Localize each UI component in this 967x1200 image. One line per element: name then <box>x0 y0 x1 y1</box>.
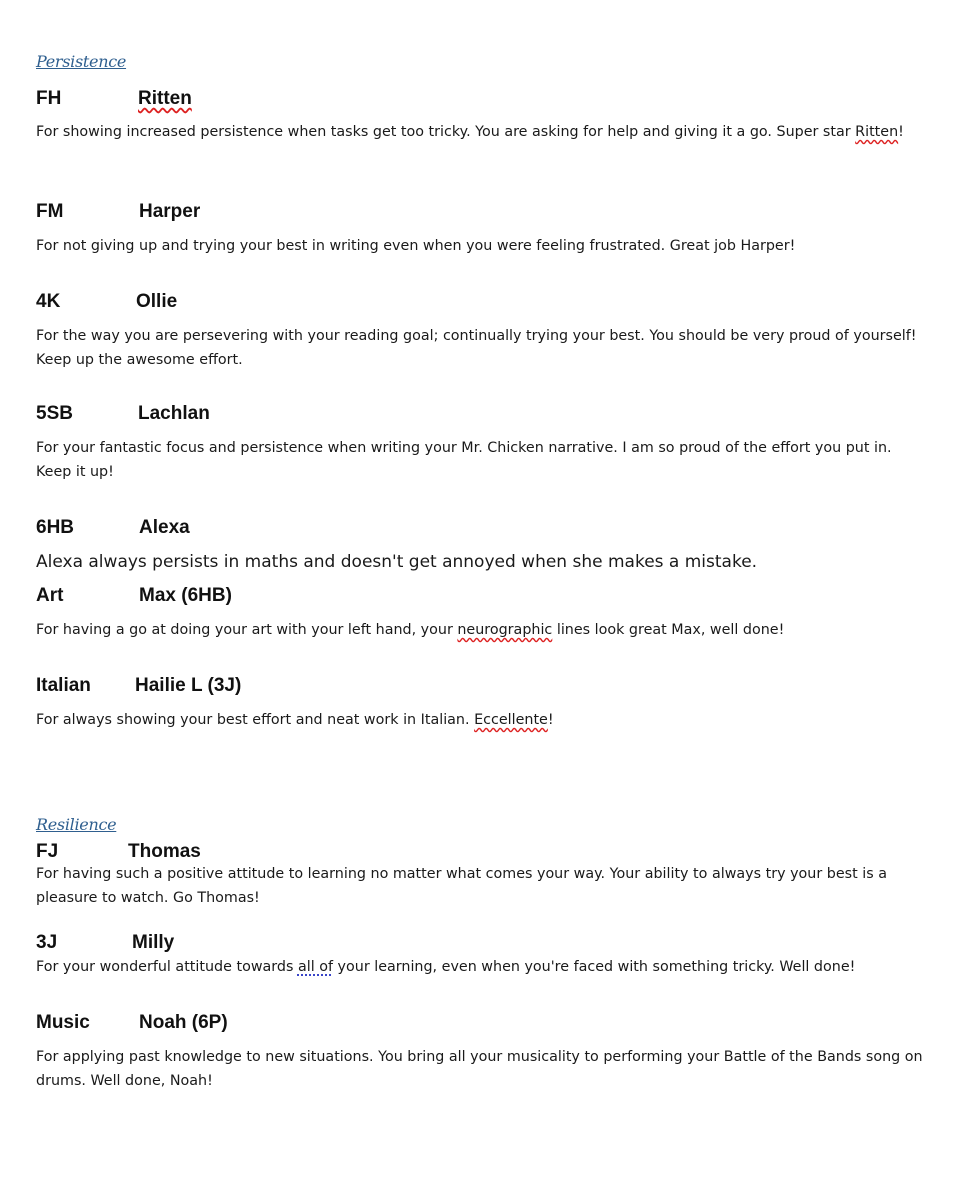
award-class: 6HB <box>36 517 75 538</box>
award-description: For the way you are persevering with your reading goal; continually trying your best. You should be very proud of yourself! Keep up the awesome effort. <box>36 328 917 368</box>
award-description: For applying past knowledge to new situations. You bring all your musicality to performing your Battle of the Bands song on drums. Well done, Noah! <box>36 1049 923 1089</box>
award-class: Italian <box>36 675 91 696</box>
award-description: For your wonderful attitude towards all of your learning, even when you're faced with something tricky. Well done! <box>36 959 856 975</box>
award-student-name: Ritten <box>138 88 192 109</box>
award-description: For not giving up and trying your best in writing even when you were feeling frustrated. Great job Harper! <box>36 238 796 254</box>
award-student-name: Noah (6P) <box>139 1012 228 1033</box>
award-class: FH <box>36 88 62 109</box>
section-heading-persistence: Persistence <box>36 52 127 71</box>
award-description: Alexa always persists in maths and doesn't get annoyed when she makes a mistake. <box>36 552 758 572</box>
award-student-name: Hailie L (3J) <box>135 675 242 696</box>
award-description: For always showing your best effort and neat work in Italian. Eccellente! <box>36 712 554 728</box>
award-description: For showing increased persistence when tasks get too tricky. You are asking for help and giving it a go. Super star Ritten! <box>36 124 904 140</box>
award-description: For your fantastic focus and persistence when writing your Mr. Chicken narrative. I am so proud of the effort you put in. Keep it up! <box>36 440 892 480</box>
award-class: FM <box>36 201 64 222</box>
award-student-name: Ollie <box>136 291 178 312</box>
award-class: Art <box>36 585 64 606</box>
section-heading-resilience: Resilience <box>36 815 117 834</box>
award-class: 4K <box>36 291 61 312</box>
award-description: For having such a positive attitude to learning no matter what comes your way. Your ability to always try your best is a pleasure to watch. Go Thomas! <box>36 866 887 906</box>
award-student-name: Lachlan <box>138 403 210 424</box>
award-class: FJ <box>36 841 59 862</box>
award-student-name: Max (6HB) <box>139 585 232 606</box>
award-class: 5SB <box>36 403 73 424</box>
award-student-name: Alexa <box>139 517 190 538</box>
award-student-name: Milly <box>132 932 175 953</box>
award-student-name: Harper <box>139 201 201 222</box>
award-student-name: Thomas <box>128 841 201 862</box>
award-description: For having a go at doing your art with your left hand, your neurographic lines look great Max, well done! <box>36 622 785 638</box>
award-class: 3J <box>36 932 58 953</box>
award-class: Music <box>36 1012 90 1033</box>
